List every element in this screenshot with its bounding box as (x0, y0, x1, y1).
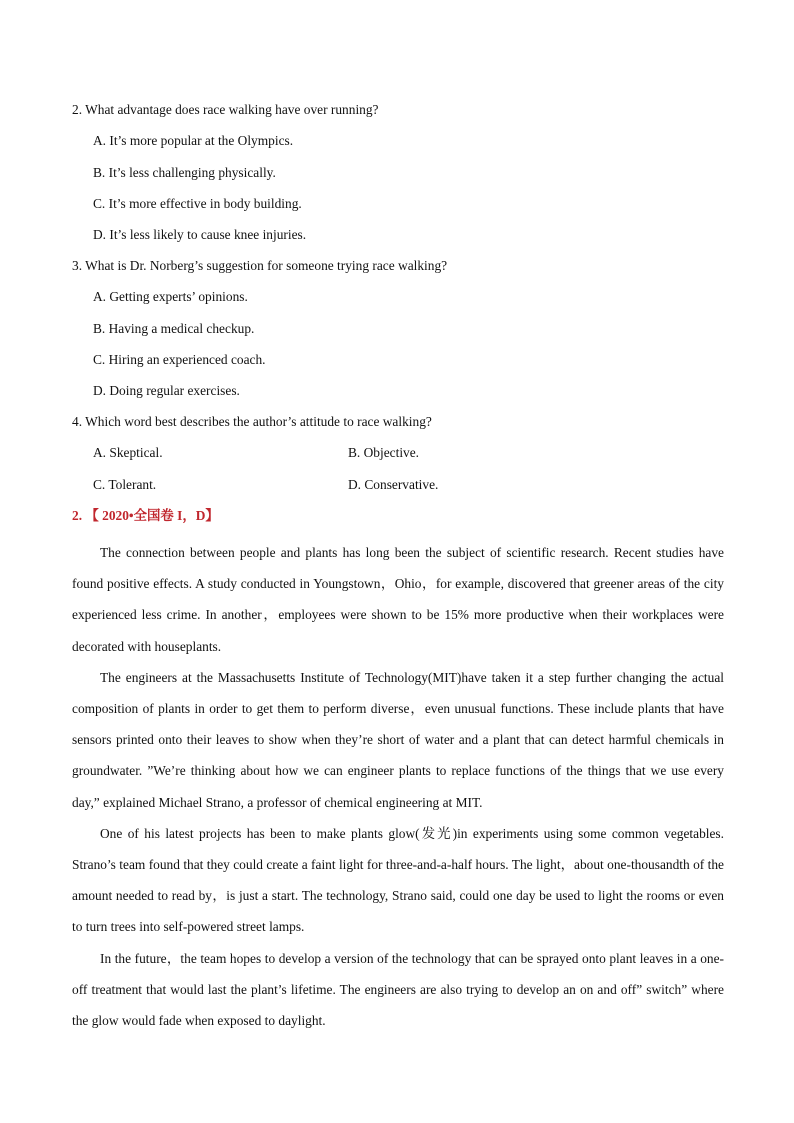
question-3-option-c: C. Hiring an experienced coach. (93, 352, 266, 367)
question-3-option-a: A. Getting experts’ opinions. (93, 289, 248, 304)
question-2-option-a: A. It’s more popular at the Olympics. (93, 133, 294, 148)
question-3-option-d: D. Doing regular exercises. (93, 383, 240, 398)
question-4-option-b: B. Objective. (348, 445, 420, 460)
passage-paragraph-3: One of his latest projects has been to make plants glow(发光)in experiments using some common vegetables. Strano’s team found that they could create a faint light for three-and-a-half hours. The light，about one-thousandth of the amount needed to read by，is just a start. The technology, Strano said, could one day be used to light the rooms or even to turn trees into self-powered street lamps. (72, 825, 724, 935)
question-2-option-c: C. It’s more effective in body building. (93, 196, 302, 211)
question-4-option-a: A. Skeptical. (93, 445, 163, 460)
question-3-option-b: B. Having a medical checkup. (93, 321, 255, 336)
reading-passage (72, 537, 724, 1036)
question-3-stem: 3. What is Dr. Norberg’s suggestion for someone trying race walking? (72, 258, 448, 273)
question-4-stem: 4. Which word best describes the author’s attitude to race walking? (72, 414, 432, 429)
question-4-option-c: C. Tolerant. (93, 477, 157, 492)
passage-paragraph-1: The connection between people and plants has long been the subject of scientific research. Recent studies have found positive effects. A study conducted in Youngstown，Ohio，for example, discovered that greener areas of the city experienced less crime. In another，employees were shown to be 15% more productive when their workplaces were decorated with houseplants. (72, 545, 724, 654)
question-4-option-d: D. Conservative. (348, 477, 439, 492)
section-source-label: 2. 【 2020•全国卷 I，D】 (72, 508, 219, 523)
passage-paragraph-4: In the future，the team hopes to develop a version of the technology that can be sprayed onto plant leaves in a one-off treatment that would last the plant’s lifetime. The engineers are also trying to develop an on and off” switch” where the glow would fade when exposed to daylight. (72, 950, 724, 1029)
question-2-stem: 2. What advantage does race walking have over running? (72, 102, 379, 117)
passage-paragraph-2: The engineers at the Massachusetts Institute of Technology(MIT)have taken it a step further changing the actual composition of plants in order to get them to perform diverse，even unusual functions. These include plants that have sensors printed onto their leaves to show when they’re short of water and a plant that can detect harmful chemicals in groundwater. ”We’re thinking about how we can engineer plants to replace functions of the things that we use every day,” explained Michael Strano, a professor of chemical engineering at MIT. (72, 669, 724, 810)
question-2-option-b: B. It’s less challenging physically. (93, 165, 276, 180)
question-2-option-d: D. It’s less likely to cause knee injuries. (93, 227, 307, 242)
